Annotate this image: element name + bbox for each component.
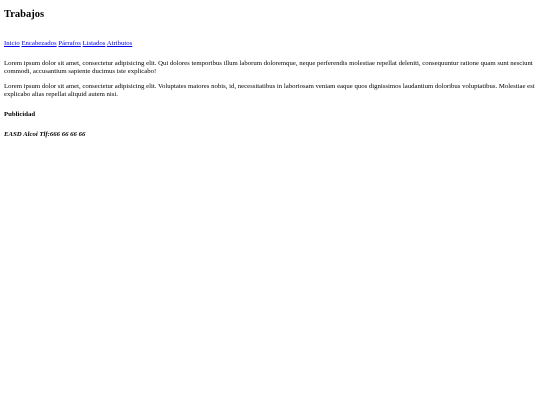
footer-contact: EASD Alcoi Tlf:666 66 66 66 — [4, 130, 86, 138]
page-title: Trabajos — [4, 9, 45, 20]
body-paragraph: Lorem ipsum dolor sit amet, consectetur adipisicing elit. Voluptates maiores nobis, id, necessitatibus in laboriosam veniam eaque quos dignissimos laudantium doloribus voluptatibus. Molestiae est explicabo alias repellat aliquid autem nisi. — [4, 83, 535, 99]
page — [0, 0, 540, 139]
main-nav — [4, 40, 536, 48]
nav-link-inicio[interactable]: Inicio — [4, 40, 20, 47]
nav-link-atributos[interactable]: Atributos — [106, 40, 133, 47]
nav-link-encabezados[interactable]: Encabezados — [21, 40, 57, 47]
ads-heading: Publicidad — [4, 111, 36, 119]
nav-link-parrafos[interactable]: Párrafos — [58, 40, 81, 47]
nav-link-listados[interactable]: Listados — [82, 40, 106, 47]
body-paragraph: Lorem ipsum dolor sit amet, consectetur adipisicing elit. Qui dolores temporibus illum laborum doloremque, neque perferendis molestiae repellat deleniti, consequuntur ratione quam sunt nesciunt commodi, accusantium sapiente ducimus iste explicabo! — [4, 60, 533, 76]
